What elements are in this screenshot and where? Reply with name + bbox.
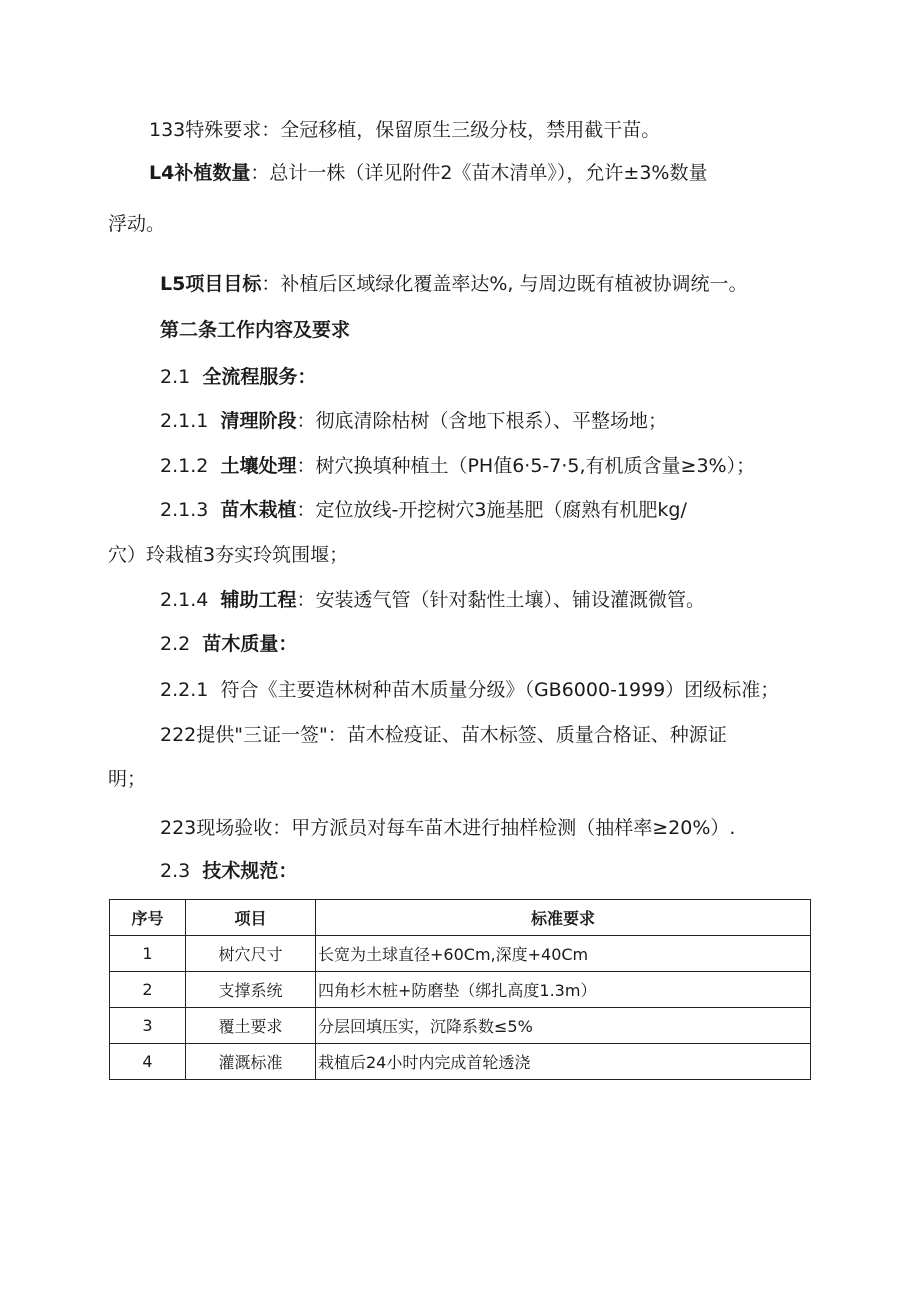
subheading-2-3: 2.3 技术规范： <box>160 860 298 882</box>
item-2-2-1: 2.2.1 符合《主要造林树种苗木质量分级》（GB6000-1999）团级标准； <box>160 679 780 701</box>
item-2-1-2: 2.1.2 土壤处理：树穴换填种植土（PH值6·5-7·5,有机质含量≥3%）； <box>160 455 756 477</box>
subheading-2-2: 2.2 苗木质量： <box>160 633 298 655</box>
cell-requirement: 分层回填压实，沉降系数≤5% <box>316 1008 811 1044</box>
table-row <box>110 936 811 972</box>
technical-spec-table <box>109 899 811 1080</box>
label-project-goal: L5项目目标 <box>160 273 262 295</box>
cell-no: 4 <box>110 1044 186 1080</box>
subheading-2-1: 2.1 全流程服务： <box>160 366 317 388</box>
cell-no: 3 <box>110 1008 186 1044</box>
cell-no: 2 <box>110 972 186 1008</box>
item-2-1-3: 2.1.3 苗木栽植：定位放线-开挖树穴3施基肥（腐熟有机肥kg/ <box>160 499 687 521</box>
table-row <box>110 1008 811 1044</box>
section-heading-2: 第二条工作内容及要求 <box>160 319 351 341</box>
cell-no: 1 <box>110 936 186 972</box>
item-2-2-2-cont: 明； <box>108 768 147 790</box>
cell-item: 支撑系统 <box>186 972 316 1008</box>
paragraph-replant-quantity: L4补植数量：总计一株（详见附件2《苗木清单》），允许±3%数量 <box>149 162 708 184</box>
cell-item: 覆土要求 <box>186 1008 316 1044</box>
item-2-2-3: 223现场验收：甲方派员对每车苗木进行抽样检测（抽样率≥20%）. <box>160 817 736 839</box>
cell-requirement: 长宽为土球直径+60Cm,深度+40Cm <box>316 936 811 972</box>
cell-item: 灌溉标准 <box>186 1044 316 1080</box>
item-2-1-4: 2.1.4 辅助工程：安装透气管（针对黏性土壤）、铺设灌溉微管。 <box>160 589 705 611</box>
header-no: 序号 <box>110 900 186 936</box>
header-item: 项目 <box>186 900 316 936</box>
item-2-2-2: 222提供"三证一签"：苗木检疫证、苗木标签、质量合格证、种源证 <box>160 724 727 746</box>
table-row <box>110 1044 811 1080</box>
cell-requirement: 栽植后24小时内完成首轮透浇 <box>316 1044 811 1080</box>
table-header-row <box>110 900 811 936</box>
label-replant-quantity: L4补植数量 <box>149 162 251 184</box>
cell-item: 树穴尺寸 <box>186 936 316 972</box>
item-2-1-1: 2.1.1 清理阶段：彻底清除枯树（含地下根系）、平整场地； <box>160 410 667 432</box>
item-2-1-3-cont: 穴）玲栽植3夯实玲筑围堰； <box>108 544 349 566</box>
paragraph-replant-quantity-cont: 浮动。 <box>108 213 166 235</box>
header-requirement: 标准要求 <box>316 900 811 936</box>
paragraph-special-requirements: 133特殊要求：全冠移植，保留原生三级分枝，禁用截干苗。 <box>149 119 661 141</box>
cell-requirement: 四角杉木桩+防磨垫（绑扎高度1.3m） <box>316 972 811 1008</box>
paragraph-project-goal: L5项目目标：补植后区域绿化覆盖率达%, 与周边既有植被协调统一。 <box>160 273 748 295</box>
table-row <box>110 972 811 1008</box>
